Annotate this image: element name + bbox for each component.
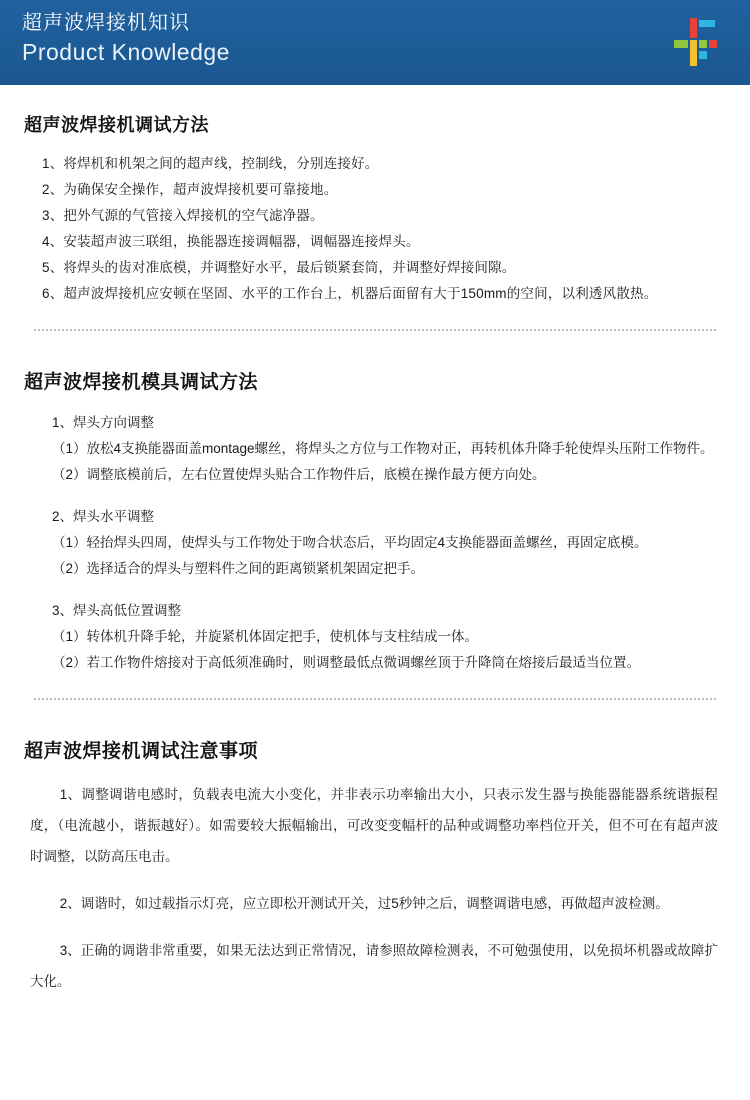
- group-item: （2）调整底模前后，左右位置使焊头贴合工作物件后，底模在操作最方便方向处。: [52, 467, 546, 482]
- section-title: 超声波焊接机调试注意事项: [24, 741, 259, 762]
- section-notice: [24, 704, 726, 997]
- section-title: 超声波焊接机模具调试方法: [24, 372, 259, 393]
- notice-paragraph: 3、正确的调谐非常重要，如果无法达到正常情况，请参照故障检测表，不可勉强使用，以免损坏机器或故障扩大化。: [30, 943, 718, 989]
- notice-paragraph: 1、调整调谐电感时，负载表电流大小变化，并非表示功率输出大小，只表示发生器与换能器能器系统谐振程度，（电流越小，谐振越好）。如需要较大振幅输出，可改变变幅杆的品种或调整功率档位开关，但不可在有超声波时调整，以防高压电击。: [30, 787, 718, 864]
- list-item: 4、安装超声波三联组，换能器连接调幅器，调幅器连接焊头。: [42, 234, 420, 249]
- list-item: 1、将焊机和机架之间的超声线，控制线，分别连接好。: [42, 156, 379, 171]
- mold-group: [24, 410, 726, 488]
- list-item: 6、超声波焊接机应安顿在坚固、水平的工作台上，机器后面留有大于150mm的空间，以利透风散热。: [42, 286, 658, 301]
- section-divider: [34, 698, 716, 700]
- page-header: [0, 0, 750, 85]
- group-heading: 3、焊头高低位置调整: [52, 603, 182, 618]
- list-item: 3、把外气源的气管接入焊接机的空气滤净器。: [42, 208, 324, 223]
- document-content: [0, 85, 750, 997]
- section-divider: [34, 329, 716, 331]
- mold-group: [24, 504, 726, 582]
- mold-group: [24, 598, 726, 676]
- debug-method-list: [24, 151, 726, 307]
- section-title: 超声波焊接机调试方法: [24, 115, 209, 135]
- section-debug-method: [24, 85, 726, 307]
- header-title-en: Product Knowledge: [22, 39, 230, 65]
- group-item: （2）若工作物件熔接对于高低须准确时，则调整最低点微调螺丝顶于升降筒在熔接后最适当位置。: [52, 655, 641, 670]
- section-mold-method: [24, 335, 726, 676]
- group-item: （1）转体机升降手轮，并旋紧机体固定把手，使机体与支柱结成一体。: [52, 629, 479, 644]
- header-title-cn: 超声波焊接机知识: [22, 12, 190, 34]
- group-item: （1）轻抬焊头四周，使焊头与工作物处于吻合状态后，平均固定4支换能器面盖螺丝，再固定底模。: [52, 535, 648, 550]
- list-item: 5、将焊头的齿对准底模，并调整好水平，最后锁紧套筒，并调整好焊接间隙。: [42, 260, 516, 275]
- company-logo-icon: [674, 18, 722, 66]
- notice-paragraph: 2、调谐时，如过载指示灯亮，应立即松开测试开关，过5秒钟之后，调整调谐电感，再做超声波检测。: [59, 896, 669, 911]
- group-item: （1）放松4支换能器面盖montage螺丝，将焊头之方位与工作物对正，再转机体升降手轮使焊头压附工作物件。: [52, 441, 714, 456]
- group-heading: 2、焊头水平调整: [52, 509, 155, 524]
- group-heading: 1、焊头方向调整: [52, 415, 155, 430]
- group-item: （2）选择适合的焊头与塑料件之间的距离锁紧机架固定把手。: [52, 561, 425, 576]
- list-item: 2、为确保安全操作，超声波焊接机要可靠接地。: [42, 182, 338, 197]
